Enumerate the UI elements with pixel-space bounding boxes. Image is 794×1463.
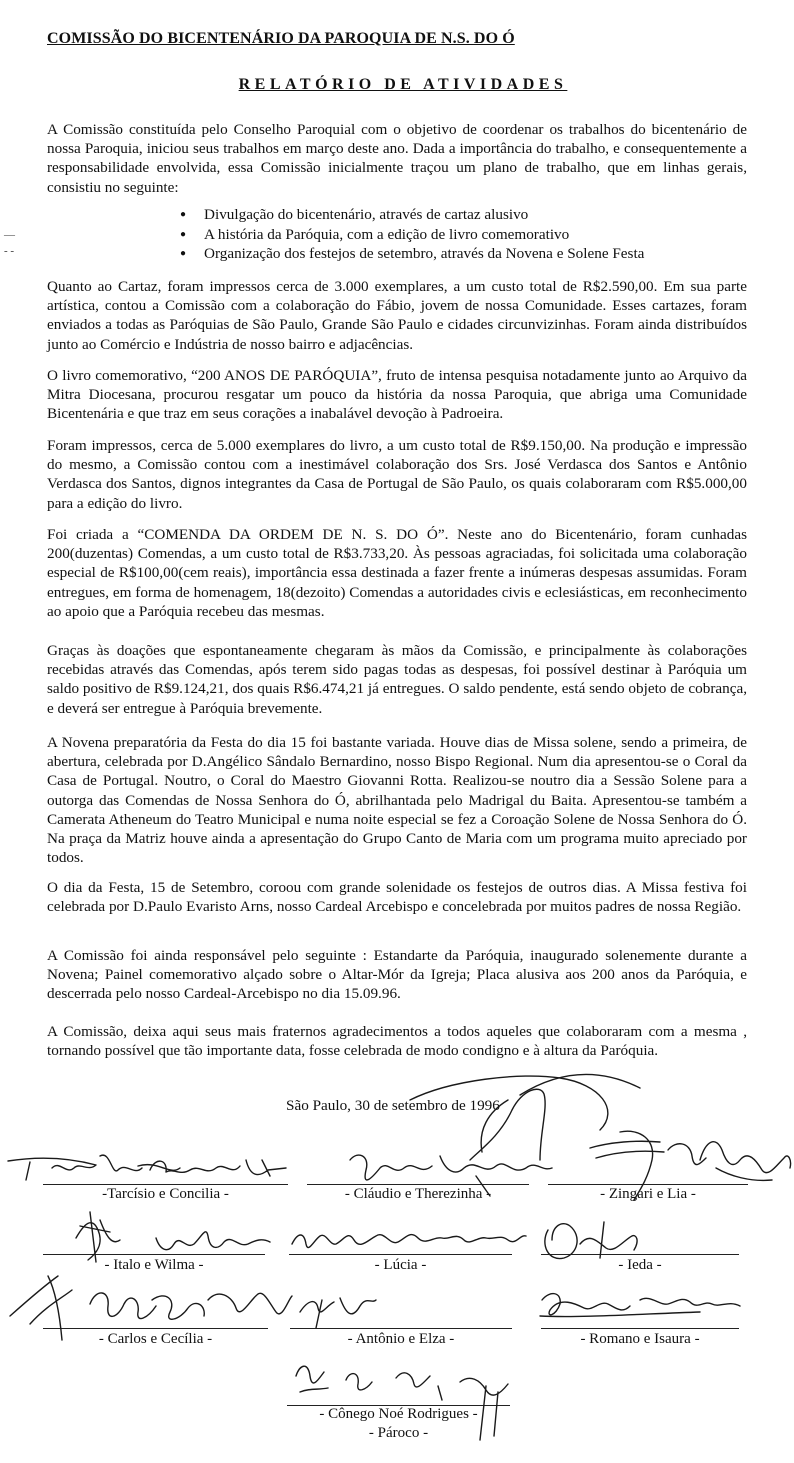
signatory-name: - Lúcia - xyxy=(374,1257,427,1273)
signature-scribble xyxy=(156,1232,270,1250)
signatory-name: - Cônego Noé Rodrigues - xyxy=(319,1406,478,1422)
festa-paragraph: O dia da Festa, 15 de Setembro, coroou com grande solenidade os festejos de outros dias. A Missa festiva foi celebrada por D.Paulo Evaristo Arns, nosso Cardeal Arcebispo e concelebrada por muitos padres de nossa Região. xyxy=(47,879,747,916)
signature-scribble xyxy=(292,1235,526,1248)
plan-item: ● Divulgação do bicentenário, através de cartaz alusivo xyxy=(178,205,644,225)
margin-mark: - - xyxy=(4,245,15,257)
organization-title: COMISSÃO DO BICENTENÁRIO DA PAROQUIA DE N.S. DO Ó xyxy=(47,30,515,47)
signature-scribble xyxy=(150,1160,286,1176)
signature-scribble xyxy=(296,1366,430,1392)
signatory-name: - Carlos e Cecília - xyxy=(98,1331,213,1347)
signatory-name: - Zingari e Lia - xyxy=(600,1186,696,1202)
donations-paragraph: Graças às doações que espontaneamente chegaram às mãos da Comissão, e principalmente às colaborações recebidas através das Comendas, após terem sido pagas todas as despesas, foi possível destinar à Paróquia um saldo positivo de R$9.124,21, dos quais R$6.474,21 já entregues. O saldo pendente, está sendo objeto de cobrança, e deverá ser entregue à Paróquia brevemente. xyxy=(47,642,747,717)
signature-scribble xyxy=(700,1142,791,1181)
intro-paragraph: A Comissão constituída pelo Conselho Paroquial com o objetivo de coordenar os trabalhos do bicentenário de nossa Paroquia, iniciou seus trabalhos em março deste ano. Dada a importância do trabalho, e consequentemente a responsabilidade envolvida, essa Comissão inicialmente traçou um plano de trabalho, que em linhas gerais, consistiu no seguinte: xyxy=(47,121,747,196)
signature-scribble xyxy=(481,1074,640,1152)
printing-paragraph: Foram impressos, cerca de 5.000 exemplares do livro, a um custo total de R$9.150,00. Na produção e impressão do mesmo, a Comissão contou com a inestimável colaboração dos Srs. José Verdasca dos Santos e Antônio Verdasca dos Santos, dignos integrantes da Casa de Portugal de São Paulo, os quais colaboraram com R$5.000,00 para a edição do livro. xyxy=(47,437,747,512)
date-line: São Paulo, 30 de setembro de 1996 xyxy=(286,1097,500,1114)
signature-scribble xyxy=(350,1155,552,1180)
responsibilities-paragraph: A Comissão foi ainda responsável pelo seguinte : Estandarte da Paróquia, inaugurado solenemente durante a Novena; Painel comemorativo alçado sobre o Altar-Mór da Igreja; Placa alusiva aos 200 anos da Paróquia, e descerrada pelo nosso Cardeal-Arcebispo no dia 15.09.96. xyxy=(47,947,747,1003)
report-title: RELATÓRIO DE ATIVIDADES xyxy=(238,76,568,93)
signature-scribble xyxy=(152,1293,292,1319)
margin-mark: — xyxy=(4,229,15,241)
signature-scribble xyxy=(8,1155,180,1180)
book-paragraph: O livro comemorativo, “200 ANOS DE PARÓQUIA”, fruto de intensa pesquisa notadamente junto ao Arquivo da Mitra Diocesana, procurou resgatar um pouco da história da nossa Paroquia, que abriga uma Comunidade Bicentenária e que traz em seus corações a inabalável devoção à Padroeira. xyxy=(47,367,747,423)
signature-scribble xyxy=(540,1312,700,1317)
signature-scribble xyxy=(10,1276,156,1340)
signature-scribble xyxy=(300,1298,376,1328)
plan-item: ● A história da Paróquia, com a edição de livro comemorativo xyxy=(178,225,644,245)
signatory-name: - Romano e Isaura - xyxy=(580,1331,700,1347)
signature-scribble xyxy=(76,1212,120,1262)
commenda-paragraph: Foi criada a “COMENDA DA ORDEM DE N. S. DO Ó”. Neste ano do Bicentenário, foram cunhadas 200(duzentas) Comendas, a um custo total de R$3.733,20. Às pessoas agraciadas, foi solicitada uma colaboração especial de R$100,00(cem reais), importância essa destinada a fazer frente a inúmeras despesas assumidas. Foram entregues, em forma de homenagem, 18(dezoito) Comendas a autoridades civis e eclesiásticas, em reconhecimento ao apoio que a Paróquia recebeu das mesmas. xyxy=(47,526,747,620)
poster-paragraph: Quanto ao Cartaz, foram impressos cerca de 3.000 exemplares, a um custo total de R$2.590,00. Em sua parte artística, contou a Comissão com a colaboração do Fábio, jovem de nossa Comunidade. Esses cartazes, foram enviados a todas as Paróquias de São Paulo, Grande São Paulo e cidades circunvizinhas. Foram ainda distribuídos junto ao Comércio e Indústria de nosso bairro e adjacências. xyxy=(47,278,747,353)
signatory-name: - Ieda - xyxy=(618,1257,662,1273)
signatory-name: - Pároco - xyxy=(368,1425,429,1441)
signature-scribble xyxy=(542,1294,740,1315)
signature-scribble xyxy=(590,1131,706,1200)
thanks-paragraph: A Comissão, deixa aqui seus mais fraternos agradecimentos a todos aqueles que colaboraram com a mesma , tornando possível que tão importante data, fosse celebrada de modo condigno e à altura da Paróquia. xyxy=(47,1023,747,1060)
signatory-name: - Antônio e Elza - xyxy=(347,1331,455,1347)
plan-item: ● Organização dos festejos de setembro, através da Novena e Solene Festa xyxy=(178,244,644,264)
novena-paragraph: A Novena preparatória da Festa do dia 15 foi bastante variada. Houve dias de Missa solene, sendo a primeira, de abertura, celebrada por D.Angélico Sândalo Bernardino, nosso Bispo Regional. Num dia apresentou-se o Coral da Casa de Portugal. Noutro, o Coral do Maestro Giovanni Rotta. Realizou-se noutro dia a Sessão Solene para a outorga das Comendas de Nossa Senhora do Ó, abrilhantada pelo Madrigal du Baita. Apresentou-se também a Camerata Atheneum do Teatro Municipal e numa noite especial se fez a Coroação Solene de Nossa Senhora do Ó. Na praça da Matriz houve ainda a apresentação do Grupo Canto de Maria com um programa muito apreciado por todos. xyxy=(47,734,747,867)
signatory-name: - Cláudio e Therezinha - xyxy=(344,1186,492,1202)
signature-scribble xyxy=(410,1076,608,1130)
signatory-name: - Italo e Wilma - xyxy=(104,1257,204,1273)
signature-scribble xyxy=(438,1378,508,1440)
signature-scribble xyxy=(545,1222,637,1259)
signatory-name: -Tarcísio e Concilia - xyxy=(102,1186,229,1202)
